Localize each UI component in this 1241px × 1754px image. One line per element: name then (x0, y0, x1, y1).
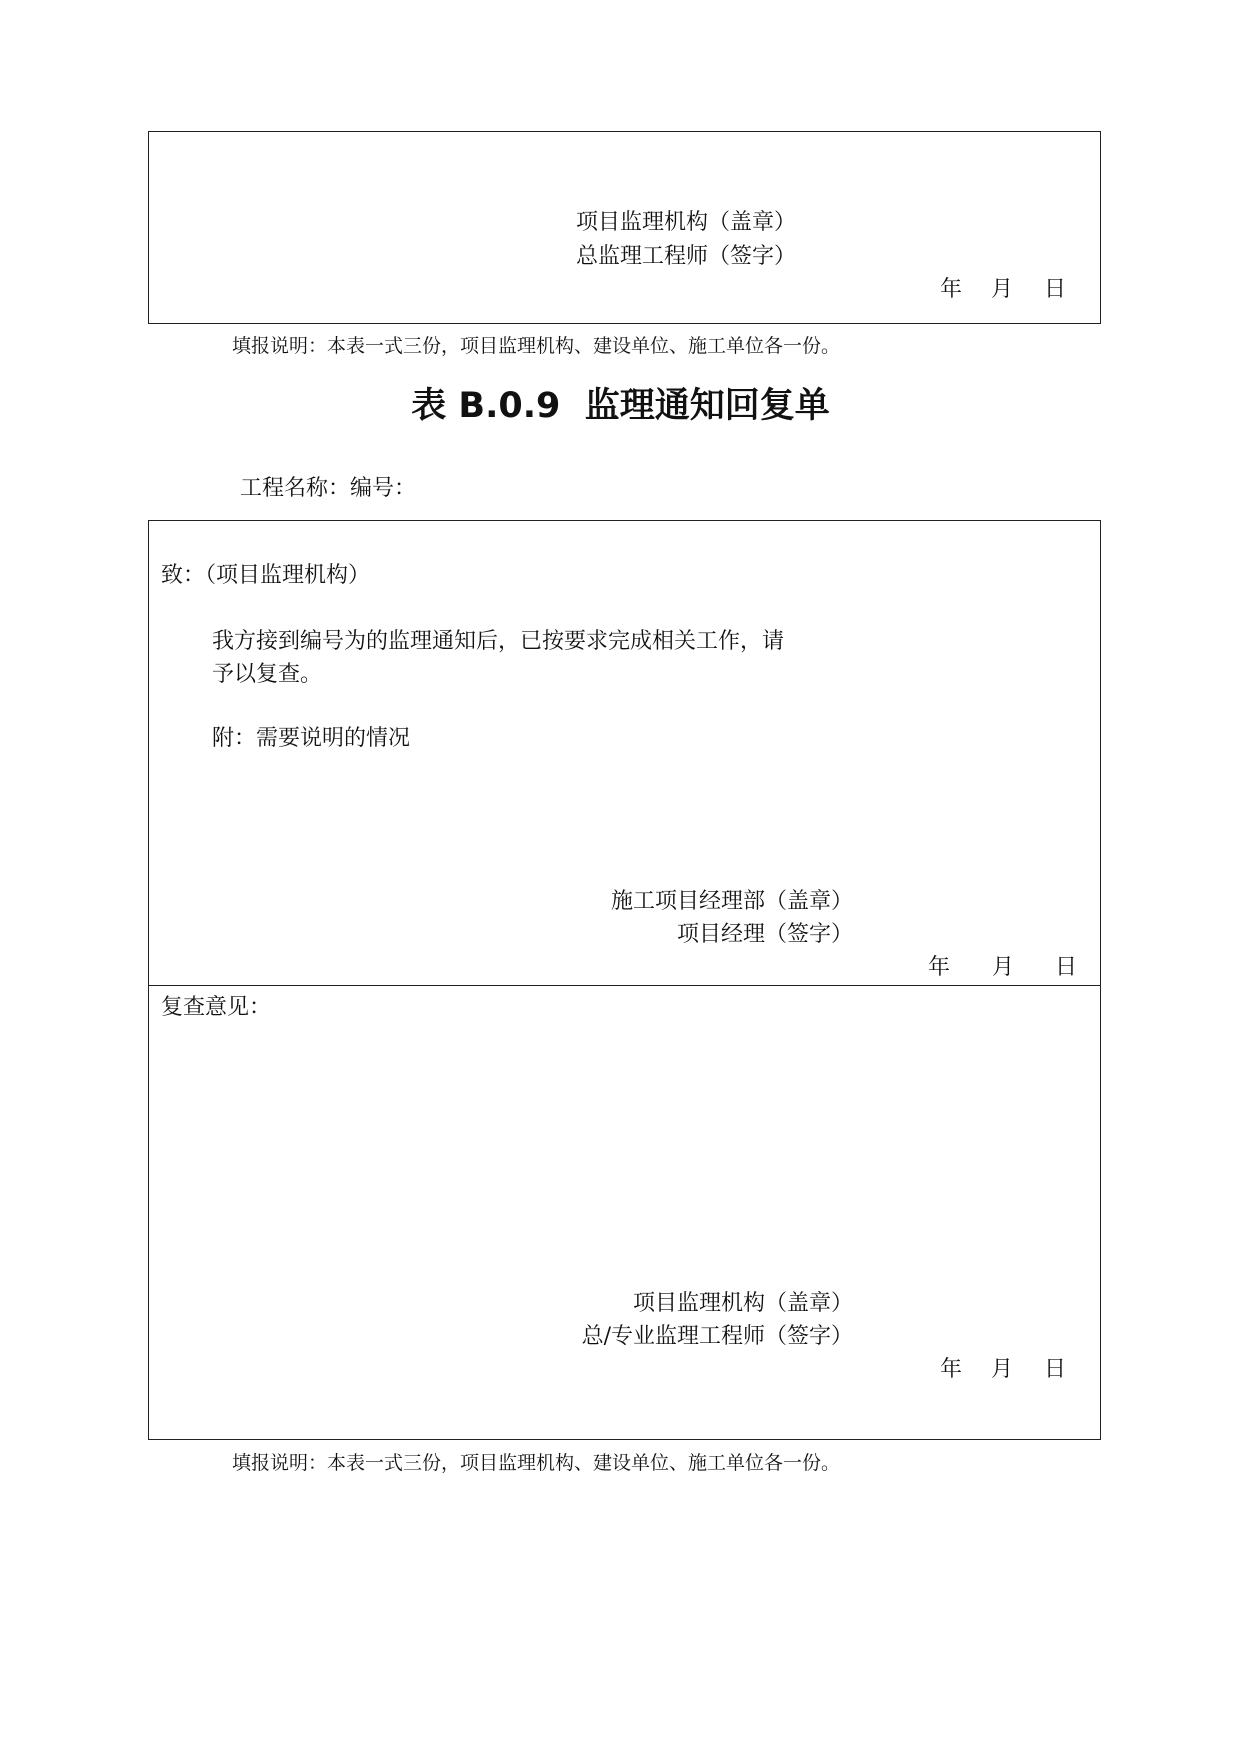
date-day: 日 (1044, 1357, 1067, 1382)
project-name-number-line: 工程名称：编号： (240, 476, 417, 501)
date-day: 日 (1044, 277, 1067, 302)
form-title: 表 B.0.9 监理通知回复单 (411, 386, 830, 426)
top-signature-line: 总监理工程师（签字） (576, 244, 797, 269)
date-year: 年 (940, 277, 963, 302)
project-manager-signature-line: 项目经理（签字） (676, 922, 853, 947)
date-year: 年 (928, 955, 951, 980)
review-opinion-label: 复查意见： (161, 995, 272, 1020)
date-year: 年 (940, 1357, 963, 1382)
reply-body-line-2: 予以复查。 (212, 662, 323, 687)
review-signature-line: 总/专业监理工程师（签字） (581, 1324, 853, 1349)
reply-form-table (148, 520, 1101, 1440)
date-day: 日 (1055, 955, 1078, 980)
date-month: 月 (991, 277, 1014, 302)
date-month: 月 (992, 955, 1015, 980)
top-seal-line: 项目监理机构（盖章） (576, 210, 797, 235)
bottom-fill-note: 填报说明：本表一式三份，项目监理机构、建设单位、施工单位各一份。 (232, 1452, 841, 1474)
top-fill-note: 填报说明：本表一式三份，项目监理机构、建设单位、施工单位各一份。 (232, 335, 841, 357)
section-divider (148, 985, 1101, 986)
review-seal-line: 项目监理机构（盖章） (632, 1291, 853, 1316)
reply-body-line-1: 我方接到编号为的监理通知后，已按要求完成相关工作，请 (212, 629, 785, 654)
attachment-line: 附：需要说明的情况 (212, 726, 411, 751)
addressee-line: 致：（项目监理机构） (161, 563, 371, 588)
date-month: 月 (991, 1357, 1014, 1382)
contractor-seal-line: 施工项目经理部（盖章） (610, 889, 853, 914)
